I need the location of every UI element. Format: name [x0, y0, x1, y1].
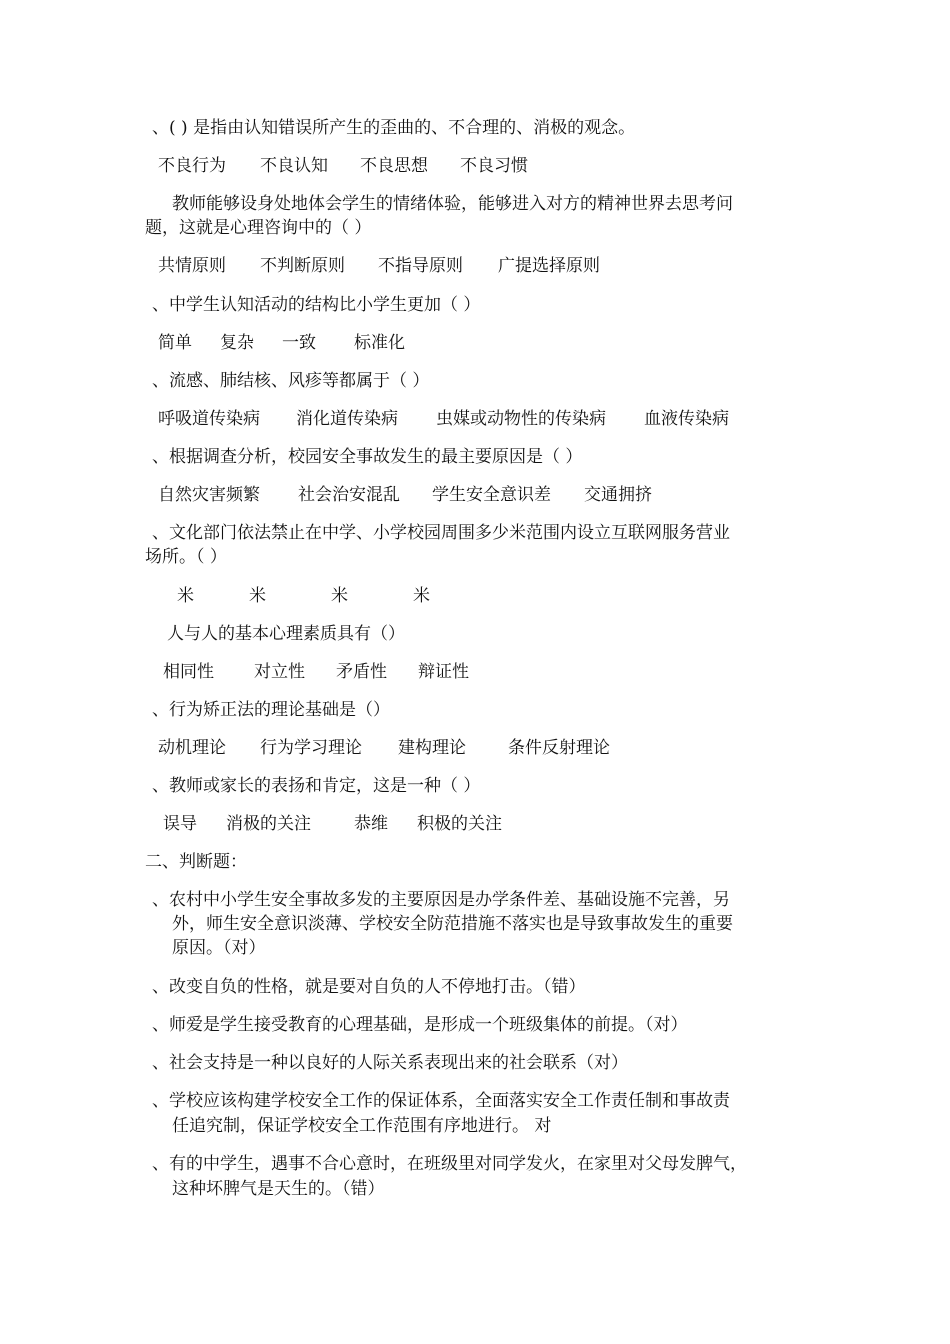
option: 不指导原则	[378, 256, 463, 276]
option: 不良认知	[260, 156, 328, 176]
judgment-item: 、改变自负的性格，就是要对自负的人不停地打击。（错）	[152, 977, 586, 997]
judgment-item: 、农村中小学生安全事故多发的主要原因是办学条件差、基础设施不完善，另	[152, 890, 730, 910]
question-stem: 、文化部门依法禁止在中学、小学校园周围多少米范围内设立互联网服务营业	[152, 523, 730, 543]
question-stem: 人与人的基本心理素质具有（）	[167, 624, 405, 644]
option: 不判断原则	[260, 256, 345, 276]
option: 积极的关注	[417, 814, 502, 834]
question-stem: 、根据调查分析，校园安全事故发生的最主要原因是（ ）	[152, 447, 583, 467]
question-stem-continued: 题，这就是心理咨询中的（ ）	[145, 218, 372, 238]
option: 自然灾害频繁	[158, 485, 260, 505]
judgment-item: 、师爱是学生接受教育的心理基础，是形成一个班级集体的前提。（对）	[152, 1015, 688, 1035]
option: 一致	[282, 333, 316, 353]
judgment-item: 、社会支持是一种以良好的人际关系表现出来的社会联系（对）	[152, 1053, 628, 1073]
option: 虫媒或动物性的传染病	[436, 409, 606, 429]
question-stem: 、教师或家长的表扬和肯定，这是一种（ ）	[152, 776, 481, 796]
option: 消化道传染病	[296, 409, 398, 429]
option: 米	[177, 586, 194, 606]
question-stem: 、中学生认知活动的结构比小学生更加（ ）	[152, 295, 481, 315]
option: 呼吸道传染病	[158, 409, 260, 429]
option: 复杂	[220, 333, 254, 353]
judgment-item-continued: 这种坏脾气是天生的。（错）	[172, 1179, 385, 1199]
question-stem: 、( ) 是指由认知错误所产生的歪曲的、不合理的、消极的观念。	[152, 118, 636, 138]
judgment-item: 、学校应该构建学校安全工作的保证体系，全面落实安全工作责任制和事故责	[152, 1091, 730, 1111]
option: 不良习惯	[460, 156, 528, 176]
option: 交通拥挤	[584, 485, 652, 505]
option: 学生安全意识差	[432, 485, 551, 505]
option: 广提选择原则	[498, 256, 600, 276]
option: 对立性	[254, 662, 305, 682]
question-stem: 、行为矫正法的理论基础是（）	[152, 700, 390, 720]
judgment-item: 、有的中学生，遇事不合心意时，在班级里对同学发火，在家里对父母发脾气，	[152, 1154, 747, 1174]
question-stem-continued: 场所。（ ）	[145, 547, 227, 567]
option: 米	[331, 586, 348, 606]
question-stem: 教师能够设身处地体会学生的情绪体验，能够进入对方的精神世界去思考问	[172, 194, 733, 214]
option: 相同性	[163, 662, 214, 682]
option: 血液传染病	[644, 409, 729, 429]
option: 动机理论	[158, 738, 226, 758]
judgment-item-continued: 外，师生安全意识淡薄、学校安全防范措施不落实也是导致事故发生的重要	[172, 914, 733, 934]
option: 米	[413, 586, 430, 606]
option: 米	[249, 586, 266, 606]
option: 简单	[158, 333, 192, 353]
question-stem: 、流感、肺结核、风疹等都属于（ ）	[152, 371, 430, 391]
option: 标准化	[354, 333, 405, 353]
judgment-item-continued: 原因。（对）	[172, 938, 266, 958]
option: 条件反射理论	[508, 738, 610, 758]
option: 恭维	[354, 814, 388, 834]
section-title: 二、判断题：	[145, 852, 247, 872]
option: 误导	[163, 814, 197, 834]
option: 建构理论	[398, 738, 466, 758]
option: 消极的关注	[226, 814, 311, 834]
judgment-item-continued: 任追究制，保证学校安全工作范围有序地进行。 对	[172, 1116, 552, 1136]
option: 不良思想	[360, 156, 428, 176]
option: 矛盾性	[336, 662, 387, 682]
option: 社会治安混乱	[298, 485, 400, 505]
option: 行为学习理论	[260, 738, 362, 758]
option: 不良行为	[158, 156, 226, 176]
option: 辩证性	[418, 662, 469, 682]
option: 共情原则	[158, 256, 226, 276]
